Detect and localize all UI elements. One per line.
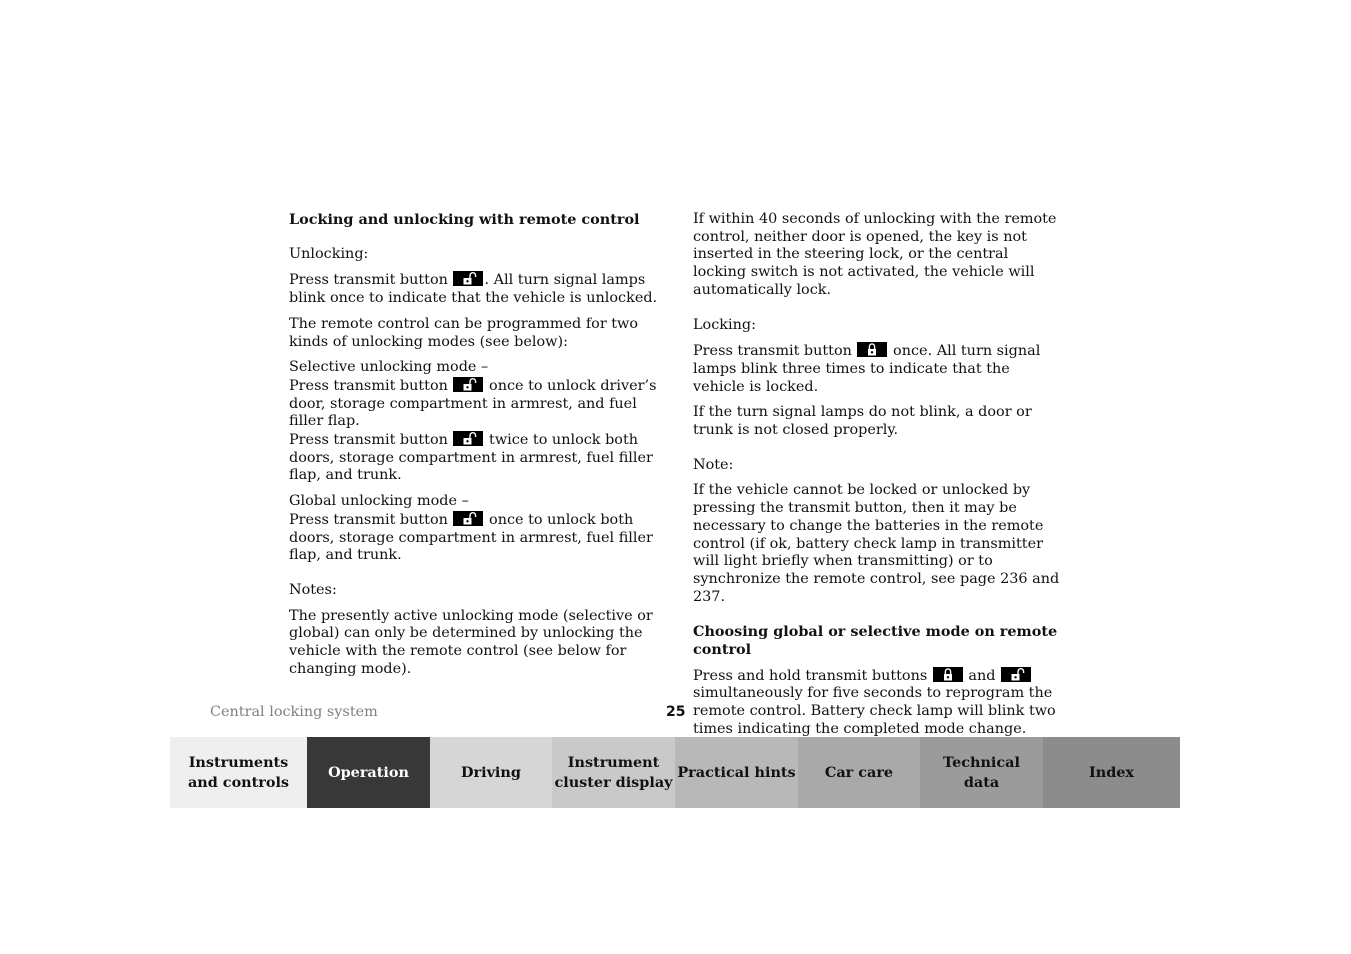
nav-tab-operation[interactable]: Operation <box>307 737 430 808</box>
unlocking-label: Unlocking: <box>289 245 369 262</box>
left-column <box>289 211 661 678</box>
lock-open-icon <box>453 431 483 446</box>
choose-mode-paragraph: Press and hold transmit buttons and simultaneously for five seconds to reprogram the remote control. Battery check lamp will blink two times indicating the completed mode change. <box>693 667 1056 737</box>
not-blink-paragraph: If the turn signal lamps do not blink, a door or trunk is not closed properly. <box>693 404 1032 439</box>
locking-label: Locking: <box>693 316 756 333</box>
note-label: Note: <box>693 456 734 473</box>
lock-open-icon <box>1001 667 1031 682</box>
selective-mode-twice: Press transmit button twice to unlock both doors, storage compartment in armrest, fuel filler flap, and trunk. <box>289 432 653 484</box>
global-mode-title: Global unlocking mode – <box>289 493 469 510</box>
note-text: If the vehicle cannot be locked or unlocked by pressing the transmit button, then it may be necessary to change the batteries in the remote control (if ok, battery check lamp in transmitter will light briefly when transmitting) or to synchronize the remote control, see page 236 and 237. <box>693 482 1060 605</box>
selective-mode-title: Selective unlocking mode – <box>289 359 489 376</box>
lock-closed-icon <box>933 667 963 682</box>
chapter-nav <box>170 737 1180 808</box>
notes-text: The presently active unlocking mode (selective or global) can only be determined by unlocking the vehicle with the remote control (see below for changing mode). <box>289 607 653 677</box>
lock-paragraph: Press transmit button once. All turn signal lamps blink three times to indicate that the vehicle is locked. <box>693 343 1041 395</box>
global-mode-once: Press transmit button once to unlock both doors, storage compartment in armrest, fuel filler flap, and trunk. <box>289 511 653 564</box>
lock-closed-icon <box>857 342 887 357</box>
section-heading: Locking and unlocking with remote control <box>289 211 640 228</box>
nav-tab-technical-data[interactable]: Technical data <box>920 737 1043 808</box>
nav-tab-instrument-cluster-display[interactable]: Instrument cluster display <box>552 737 675 808</box>
selective-mode-once: Press transmit button once to unlock driver’s door, storage compartment in armrest, and fuel filler flap. <box>289 377 657 430</box>
modes-paragraph: The remote control can be programmed for two kinds of unlocking modes (see below): <box>289 315 639 350</box>
notes-label: Notes: <box>289 581 337 598</box>
choose-mode-heading: Choosing global or selective mode on remote control <box>693 623 1058 659</box>
auto-lock-paragraph: If within 40 seconds of unlocking with the remote control, neither door is opened, the key is not inserted in the steering lock, or the central locking switch is not activated, the vehicle will automatically lock. <box>693 211 1057 298</box>
right-column <box>693 211 1065 739</box>
nav-tab-practical-hints[interactable]: Practical hints <box>675 737 798 808</box>
nav-tab-instruments-and-controls[interactable]: Instruments and controls <box>170 737 307 808</box>
section-title: Central locking system <box>210 704 378 720</box>
lock-open-icon <box>453 271 483 286</box>
nav-tab-car-care[interactable]: Car care <box>798 737 920 808</box>
lock-open-icon <box>453 377 483 392</box>
page-number: 25 <box>666 704 686 720</box>
nav-tab-driving[interactable]: Driving <box>430 737 552 808</box>
unlock-paragraph: Press transmit button . All turn signal lamps blink once to indicate that the vehicle is unlocked. <box>289 272 658 307</box>
nav-tab-index[interactable]: Index <box>1043 737 1180 808</box>
lock-open-icon <box>453 511 483 526</box>
